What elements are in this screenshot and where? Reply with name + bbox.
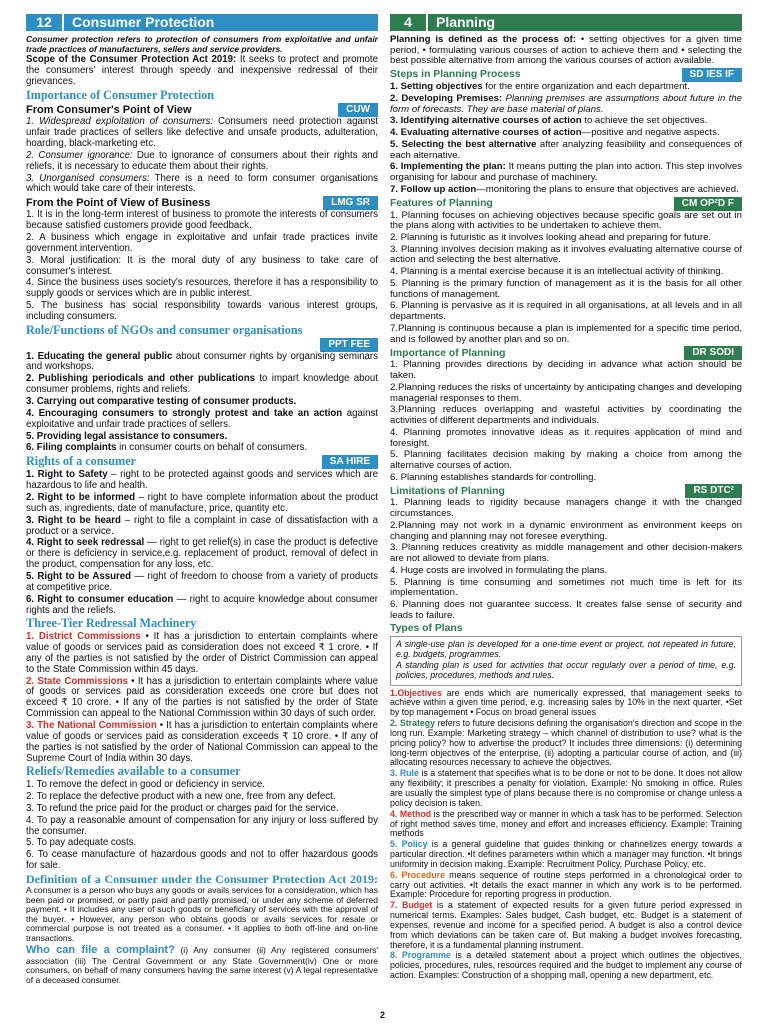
list-item [26,151,378,173]
item-text: is a statement of expected results for a given future period expressed in numerical terms. Examples: Sales budget, Cash budget, etc. Budget is a statement of expenses, revenue and income for a specified period. A budget is also a control device from which deviations can be taken care of. But making a budget involves forecasting, therefore, it is a fundamental planning instrument. [390,900,743,950]
three-tier-list [26,632,378,764]
item-lead: 1. Right to Safety [26,469,108,481]
list-item [26,352,378,374]
standing-plan-text: A standing plan is used for activities that occur regularly over a period of time, e.g. policies, procedures, methods and rules. [396,659,736,680]
list-item: 2. To replace the defective product with a new one, free from any defect. [26,790,336,802]
plan-types-box [390,636,742,685]
item-text: There is a need to form consumer organisations which would take care of their interests. [26,172,378,195]
who-can-file-heading: Who can file a complaint? [26,944,175,957]
planning-definition [390,35,742,67]
item-lead: 2. Consumer ignorance: [26,149,133,161]
list-item: 6. To cease manufacture of hazardous goods and not to offer hazardous goods for sale. [26,849,378,872]
list-item [390,769,742,808]
features-heading-text: Features of Planning [390,197,493,209]
list-item: 5. The business has social responsibility towards various interest groups, including consumers. [26,300,378,323]
list-item [390,116,742,127]
list-item [390,719,742,768]
item-text: about consumer rights by organising seminars and workshops. [26,350,378,373]
mnemonic-tag: DR SODI [684,346,742,360]
item-text: means sequence of routine steps performed in a chronological order to carry out activities. •It details the exact manner in which any work is to be performed. Example: Procedure for reporting progress in production. [390,869,742,900]
intro-text: Consumer protection refers to protection of consumers from exploitative and unfair trade practices of manufacturers, sellers and service providers. [26,34,378,54]
limitations-heading [390,484,742,498]
item-text: is the prescribed way or manner in which a task has to be performed. Selection of right method saves time, money and effort and increases efficiency. Example: Training methods [390,808,742,839]
item-text: for the entire organization and each department. [482,81,690,93]
item-lead: 4. Encouraging consumers to strongly protest and take an action [26,407,343,419]
types-heading-text: Types of Plans [390,622,463,634]
list-item [390,871,742,901]
item-lead: 7. Follow up action [390,183,477,195]
item-lead: 8. Programme [390,950,451,961]
importance-list [390,360,742,483]
list-item [26,677,378,720]
rights-heading [26,455,378,469]
limitations-heading-text: Limitations of Planning [390,485,505,497]
item-text: – right to be protected against goods and services which are hazardous to life and health. [26,469,379,492]
item-lead: 1. Widespread exploitation of consumers: [26,116,213,128]
item-lead: 5. Providing legal assistance to consumers. [26,430,228,442]
definition-lead: Planning is defined as the process of: [390,34,576,45]
definition-text: A consumer is a person who buys any goods or avails services for a consideration, which has been paid or promised, or partly paid and partly promised, or under any scheme of deferred payment. • It includes any user of such goods or beneficiary of services with the approval of the buyer. • However, any person who obtains goods or avails services for resale or commercial purpose is not treated as a consumer. • It applies to both off-line and on-line transactions. [26,885,378,943]
item-lead: 1. District Commissions [26,631,141,643]
importance-planning-heading [390,346,742,360]
features-heading [390,197,742,211]
item-text: – right to have complete information about the product such as, ingredients, date of manufacture, price, quantity etc. [26,491,379,514]
business-pov-list [26,210,378,323]
item-lead: 7. Budget [390,900,433,911]
definition-text: • setting objectives for a given time period, • formulating various courses of action to achieve them and • selecting the best possible alternative from among the various courses of action available. [390,34,742,67]
list-item [26,374,378,396]
list-item [390,901,742,950]
item-text: Planning premises are assumptions about future in the form of forecasts. They are base material of plans. [390,92,742,115]
reliefs-heading-text: Reliefs/Remedies available to a consumer [26,764,241,779]
list-item [26,632,378,675]
item-text: — right to acquire knowledge about consumer rights and the reliefs. [26,593,378,616]
list-item: 1. To remove the defect in good or deficiency in service. [26,779,265,791]
list-item: 2.Planning reduces the risks of uncertainty by anticipating changes and developing managerial responses to them. [390,381,742,404]
item-text: is a detailed statement about a project which outlines the objectives, policies, procedures, rules, resources required and the budget to implement any course of action. Examples: Construction of a shopping mall, opening a new department, etc. [390,950,742,981]
chapter-title: Consumer Protection [64,14,378,31]
item-text: • It has a jurisdiction to entertain complaints where value of goods or services paid as consideration does not exceed ₹ 1 crore. • If any of the parties is not satisfied by the order of District Commission can appeal to the State Commission within 45 days. [26,631,378,675]
consumer-pov-list [26,117,378,195]
list-item [390,82,742,93]
list-item [26,409,378,431]
ngo-list [26,352,378,455]
reliefs-list [26,780,378,872]
item-lead: 2. Developing Premises: [390,92,503,104]
right-column [390,14,742,982]
three-tier-heading [26,617,378,631]
list-item: 4. Planning is a mental exercise because it is an intellectual activity of thinking. [390,266,724,278]
item-lead: 4. Method [390,808,432,819]
list-item [390,810,742,840]
item-text: after analyzing feasibility and consequences of each alternative. [390,138,742,161]
list-item [390,162,742,183]
list-item: 2. A business which engage in exploitative and unfair trade practices invite government intervention. [26,232,378,254]
list-item: 4. To pay a reasonable amount of compensation for any injury or loss suffered by the consumer. [26,814,378,837]
item-lead: 3. Carrying out comparative testing of consumer products. [26,395,297,407]
scope-paragraph [26,55,378,88]
list-item [26,470,378,492]
ngo-heading [26,324,378,338]
steps-heading [390,68,742,82]
mnemonic-tag: RS DTC² [685,484,742,498]
item-lead: 2. State Commissions [26,675,128,687]
mnemonic-tag: CUW [338,103,378,117]
consumer-pov-text: From Consumer's Point of View [26,104,192,117]
item-text: to impart knowledge about consumer problems, rights and reliefs. [26,373,378,396]
list-item [390,128,742,139]
importance-heading-text: Importance of Planning [390,347,506,359]
mnemonic-tag: LMG SR [323,196,378,210]
mnemonic-tag: CM OP²D F [674,197,742,211]
mnemonic-tag: SD IES IF [682,68,742,82]
list-item [26,493,378,515]
item-text: – right to file a complaint in case of dissatisfaction with a product or a service. [26,514,378,537]
chapter-title: Planning [428,14,742,31]
consumer-pov-heading [26,103,378,117]
mnemonic-tag: SA HIRE [322,455,378,469]
item-text: — right to get relief(s) in case the product is defective or there is deficiency in service,e.g. replacement of product, removal of defect in the product, compensation for any loss, etc. [26,537,378,571]
importance-heading [26,89,378,103]
item-text: in consumer courts on behalf of consumers. [116,442,308,454]
scope-heading: Scope of the Consumer Protection Act 2019: [26,54,237,66]
item-text: against exploitative and unfair trade practices of sellers. [26,407,378,430]
list-item [26,721,378,764]
list-item [390,689,742,719]
list-item [26,538,378,571]
steps-list [390,82,742,195]
item-text: • It has a jurisdiction to entertain complaints where value of goods or services paid as consideration exceeds ₹ 10 crore. • If any of the parties is not satisfied by the order of National Commission can appeal to the Supreme Court of India within 30 days. [26,719,378,764]
item-text: —monitoring the plans to ensure that objectives are achieved. [476,183,739,195]
item-lead: 1. Educating the general public [26,350,173,362]
list-item: 6. Planning does not guarantee success. It creates false sense of security and leads to failure. [390,599,742,621]
list-item: 4. Planning promotes innovative ideas as it requires application of mind and foresight. [390,426,742,449]
list-item [390,840,742,870]
list-item [26,117,378,150]
item-lead: 3. Rule [390,768,419,779]
list-item: 1. Planning focuses on achieving objectives because specific goals are set out in the plans along with activities to be undertaken to achieve them. [390,209,742,232]
mnemonic-tag: PPT FEE [320,338,378,352]
item-lead: 6. Procedure [390,869,445,880]
item-text: It means putting the plan into action. This step involves organising for labour and purchase of machinery. [390,161,742,184]
single-use-plan-text: A single-use plan is developed for a one-time event or project, not repeated in future, e.g. budgets, programmes. [396,639,736,659]
types-list [390,689,742,981]
list-item: 6. Planning is pervasive as it is required in all organisations, at all levels and in all departments. [390,300,742,323]
list-item [390,140,742,161]
item-text: • It has a jurisdiction to entertain complaints where value of goods or services paid as consideration exceeds one crore but does not exceed ₹ 10 crore. • If any of the parties is not satisfied by the order of State Commission can appeal to the National Commission within 30 days of such order. [26,675,378,720]
list-item: 2.Planning may not work in a dynamic environment as environment keeps on changing and planning may not foresee everything. [390,519,742,542]
list-item: 1. It is in the long-term interest of business to promote the interests of consumers because satisfied customers provide good feedback. [26,209,378,232]
item-text: Consumers need protection against unfair trade practices of sellers like defective and unsafe products, adulteration, hoarding, black-marketing etc. [26,116,378,149]
list-item [26,595,378,617]
business-pov-heading [26,196,378,210]
item-lead: 6. Implementing the plan: [390,161,506,173]
scope-text: It seeks to protect and promote the consumers' interest through speedy and inexpensive redressal of their grievances. [26,54,379,87]
ngo-heading-text: Role/Functions of NGOs and consumer organisations [26,322,303,337]
item-lead: 2. Publishing periodicals and other publications [26,373,256,385]
item-lead: 6. Right to consumer education [26,593,174,605]
chapter-number: 12 [26,14,62,31]
item-text: refers to future decisions defining the organisation's direction and scope in the long run. Example: Marketing strategy – which channel of distribution to use? what is the pricing policy? how to advertise the product? It includes three dimensions: (i) determining long-term objectives of the enterprise, (ii) adopting a particular course of action, and (iii) allocating resources necessary to achieve the objectives. [390,718,742,768]
item-lead: 1. Setting objectives [390,81,483,93]
item-lead: 6. Filing complaints [26,442,117,454]
list-item: 6. Planning establishes standards for controlling. [390,471,597,483]
reliefs-heading [26,765,378,779]
list-item [26,397,378,408]
limitations-list [390,498,742,621]
who-can-file-text: (i) Any consumer (ii) Any registered consumers' association (iii) The Central Government or any State Government(iv) One or more consumers, on behalf of many consumers having the same interest (v) A legal representative of a deceased consumer. [26,945,378,985]
item-text: to achieve the set objectives. [581,115,708,127]
item-text: are ends which are numerically expressed, that management seeks to achieve within a given time period, e.g. increasing sales by 10% in the next quarter. •Set by top management • Focus on broad general issues [390,687,742,718]
list-item [26,174,378,196]
chapter-header-consumer-protection [26,14,378,31]
item-lead: 5. Right to be Assured [26,571,132,582]
list-item [390,185,742,196]
item-text: Due to ignorance of consumers about their rights and reliefs, it is necessary to educate them about their rights. [26,149,378,172]
item-lead: 1.Objectives [390,687,442,698]
item-text: —positive and negative aspects. [581,127,720,139]
list-item: 5. Planning is the primary function of management as it is the basis for all other functions of management. [390,277,742,300]
list-item [26,443,378,454]
page-number: 2 [380,1009,386,1020]
item-text: is a general guideline that guides thinking or channelizes energy towards a particular direction. •It defines parameters within which a manager may function. •It brings uniformity in decision making. Example: Recruitment Policy, Purchase Policy, etc. [390,839,742,869]
list-item: 7.Planning is continuous because a plan is implemented for a specific time period, and is followed by another plan and so on. [390,322,742,345]
list-item [26,572,378,594]
list-item [390,94,742,115]
rights-list [26,470,378,616]
list-item [26,516,378,538]
list-item: 3. Planning involves decision making as it involves evaluating alternative course of action and selecting the best alternative. [390,243,742,266]
list-item: 5. To pay adequate costs. [26,837,137,849]
list-item: 3. Moral justification: It is the moral duty of any business to take care of consumer's interest. [26,254,378,277]
item-lead: 3. The National Commission [26,719,157,731]
list-item: 3. Planning reduces creativity as middle management and other decision-makers are not allowed to deviate from plans. [390,542,742,565]
list-item: 4. Huge costs are involved in formulating the plans. [390,564,608,576]
left-column [26,14,378,986]
item-text: is a statement that specifies what is to be done or not to be done. It does not allow any flexibility; it prescribes a penalty for violation. Example: No smoking in office. Rules are usually the simplest type of plans because there is no compromise or change unless a policy decision is taken. [390,768,742,808]
item-lead: 4. Right to seek redressal [26,537,145,549]
features-list [390,211,742,346]
chapter-number: 4 [390,14,426,31]
item-lead: 3. Unorganised consumers: [26,172,150,184]
list-item: 5. Planning facilitates decision making by making a choice from among the alternative courses of action. [390,449,742,471]
list-item [390,951,742,981]
business-pov-text: From the Point of View of Business [26,197,211,210]
types-heading [390,623,742,635]
definition-heading: Definition of a Consumer under the Consumer Protection Act 2019: [26,871,378,886]
item-lead: 5. Selecting the best alternative [390,138,537,150]
importance-heading-text: Importance of Consumer Protection [26,87,215,102]
item-lead: 3. Right to be heard [26,514,121,526]
steps-heading-text: Steps in Planning Process [390,69,521,81]
item-lead: 2. Right to be informed [26,491,136,503]
chapter-header-planning [390,14,742,31]
who-can-file-paragraph [26,944,378,985]
item-text: — right of freedom to choose from a variety of products at competitive price. [26,571,379,593]
list-item: 3.Planning reduces overlapping and wasteful activities by coordinating the activities of different departments and individuals. [390,404,742,427]
list-item: 2. Planning is futuristic as it involves looking ahead and preparing for future. [390,232,712,244]
rights-heading-text: Rights of a consumer [26,454,137,469]
item-lead: 5. Policy [390,839,428,850]
list-item: 4. Since the business uses society's resources, therefore it has a responsibility to supply goods or services which are in public interest. [26,277,378,300]
definition-paragraph [26,873,378,944]
list-item [26,432,378,443]
item-lead: 2. Strategy [390,718,436,729]
list-item: 1. Planning leads to rigidity because managers change it with the changed circumstances. [390,497,742,520]
item-lead: 3. Identifying alternative courses of action [390,115,582,127]
list-item: 3. To refund the price paid for the product or charges paid for the service. [26,802,339,814]
list-item: 1. Planning provides directions by deciding in advance what action should be taken. [390,359,742,382]
list-item: 5. Planning is time consuming and sometimes not much time is left for its implementation. [390,576,742,599]
item-lead: 4. Evaluating alternative courses of action [390,127,582,139]
three-tier-heading-text: Three-Tier Redressal Machinery [26,616,197,631]
ngo-tag-row [26,338,378,352]
